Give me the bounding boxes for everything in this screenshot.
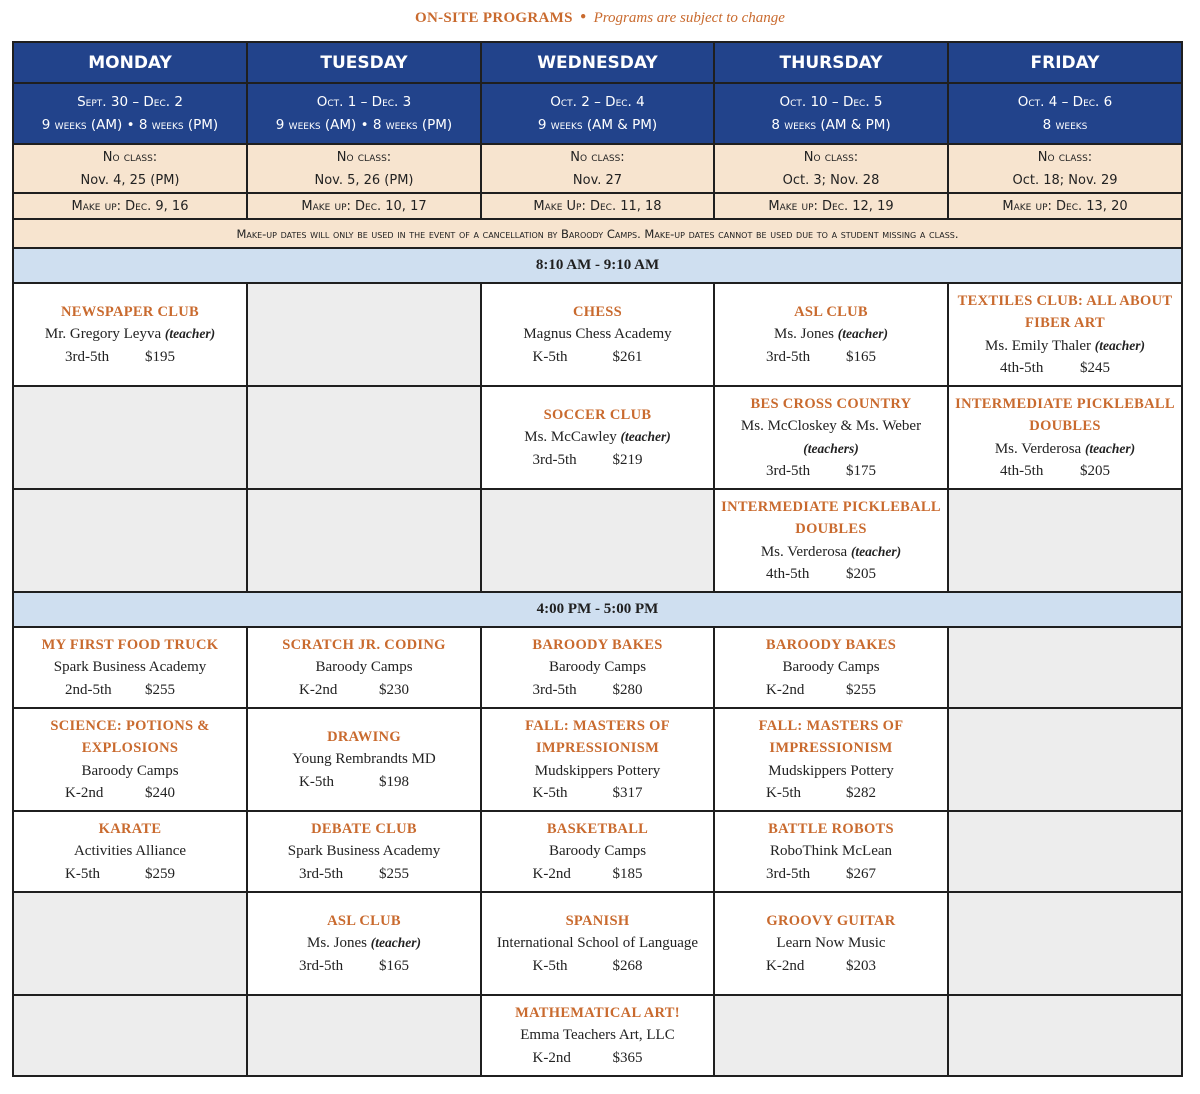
class-grade: K-2nd (532, 1049, 571, 1066)
class-row (13, 489, 1182, 592)
class-provider-line (715, 840, 947, 863)
class-grade: 4th-5th (1000, 360, 1044, 376)
class-price: $365 (612, 1049, 643, 1066)
class-price: $255 (379, 865, 409, 882)
class-name: BAROODY BAKES (765, 636, 897, 653)
date-range-row (13, 83, 1182, 144)
class-name: DEBATE CLUB (311, 820, 417, 837)
date-range: Sept. 30 – Dec. 2 (77, 93, 183, 110)
date-range-cell (13, 83, 247, 144)
class-grade: 3rd-5th (766, 348, 811, 365)
class-meta (482, 679, 713, 702)
empty-slot (247, 283, 481, 386)
day-name: FRIDAY (1030, 52, 1100, 73)
date-range: Oct. 10 – Dec. 5 (779, 93, 883, 110)
class-price: $317 (612, 785, 643, 801)
class-provider: Ms. Verderosa (760, 543, 848, 560)
class-grade: 3rd-5th (299, 865, 344, 882)
class-provider-line (14, 760, 246, 783)
empty-slot (714, 995, 948, 1076)
class-name: BES CROSS COUNTRY (750, 395, 912, 412)
page-banner (0, 6, 1200, 29)
class-grade: K-2nd (766, 681, 805, 698)
class-price: $195 (145, 348, 175, 365)
no-class-dates: Oct. 3; Nov. 28 (782, 172, 880, 188)
no-class-cell (13, 144, 247, 193)
class-meta (715, 563, 947, 586)
class-card[interactable] (481, 708, 714, 811)
class-card[interactable] (247, 892, 481, 995)
class-card[interactable] (13, 708, 247, 811)
class-provider-line (949, 438, 1181, 461)
class-provider-line (715, 760, 947, 783)
class-price: $261 (612, 348, 643, 365)
class-meta (482, 449, 713, 472)
class-meta (14, 863, 246, 886)
time-slot-label: 8:10 AM - 9:10 AM (535, 257, 660, 273)
empty-slot (247, 489, 481, 592)
class-name: INTERMEDIATE PICKLEBALL DOUBLES (721, 498, 941, 537)
no-class-label: No class: (803, 149, 859, 165)
class-provider-line (715, 323, 947, 346)
class-meta (715, 460, 947, 483)
class-grade: K-5th (532, 785, 568, 801)
class-name: SCIENCE: POTIONS & EXPLOSIONS (50, 717, 210, 756)
day-header (948, 42, 1182, 83)
no-class-cell (948, 144, 1182, 193)
makeup-cell (481, 193, 714, 219)
empty-slot (247, 386, 481, 489)
class-price: $255 (145, 681, 175, 698)
time-slot-bar (13, 248, 1182, 283)
class-name: BASKETBALL (546, 820, 649, 837)
week-count: 9 weeks (AM) • 8 weeks (PM) (275, 116, 453, 133)
makeup-cell (714, 193, 948, 219)
class-meta (14, 679, 246, 702)
class-meta (715, 782, 947, 805)
empty-slot (948, 995, 1182, 1076)
date-range: Oct. 1 – Dec. 3 (316, 93, 412, 110)
class-row (13, 283, 1182, 386)
policy-row (13, 219, 1182, 248)
class-row (13, 995, 1182, 1076)
no-class-label: No class: (102, 149, 158, 165)
date-range-cell (247, 83, 481, 144)
class-card[interactable] (481, 283, 714, 386)
no-class-cell (714, 144, 948, 193)
class-price: $219 (612, 451, 643, 468)
class-name: DRAWING (327, 728, 401, 745)
class-card[interactable] (13, 283, 247, 386)
class-name: SCRATCH JR. CODING (282, 636, 446, 653)
empty-slot (948, 708, 1182, 811)
class-row (13, 892, 1182, 995)
class-provider-tag: (teacher) (1094, 337, 1145, 353)
policy-note (13, 219, 1182, 248)
day-header (247, 42, 481, 83)
class-name: NEWSPAPER CLUB (60, 303, 200, 320)
week-count: 9 weeks (AM) • 8 weeks (PM) (41, 116, 219, 133)
class-provider: Mudskippers Pottery (768, 762, 894, 779)
class-name: CHESS (572, 303, 623, 320)
class-provider-line (14, 656, 246, 679)
makeup-dates: Make up: Dec. 9, 16 (71, 198, 189, 214)
class-name: BAROODY BAKES (532, 636, 663, 653)
no-class-cell (481, 144, 714, 193)
class-card[interactable] (714, 283, 948, 386)
day-header (481, 42, 714, 83)
makeup-row (13, 193, 1182, 219)
class-grade: K-5th (766, 785, 801, 801)
class-grade: 4th-5th (766, 566, 810, 582)
class-provider: International School of Language (496, 935, 699, 952)
class-provider-line (14, 323, 246, 346)
class-provider-line (715, 415, 947, 460)
class-card[interactable] (481, 627, 714, 708)
class-price: $282 (846, 785, 876, 801)
class-provider: Learn Now Music (776, 935, 886, 952)
week-count: 9 weeks (AM & PM) (537, 116, 658, 133)
class-price: $267 (846, 865, 876, 882)
class-price: $255 (846, 681, 876, 698)
no-class-dates: Oct. 18; Nov. 29 (1012, 172, 1118, 188)
makeup-cell (13, 193, 247, 219)
week-count: 8 weeks (AM & PM) (771, 116, 891, 133)
policy-text: Make-up dates will only be used in the event of a cancellation by Baroody Camps. Make-up dates cannot be used due to a student missing a class. (236, 226, 959, 241)
class-provider-line (715, 656, 947, 679)
class-name: GROOVY GUITAR (766, 912, 896, 929)
class-grade: K-2nd (532, 865, 571, 882)
class-provider: Ms. Jones (774, 326, 835, 343)
class-provider-line (482, 323, 713, 346)
class-meta (715, 346, 947, 369)
no-class-dates: Nov. 27 (572, 172, 623, 188)
class-name: MY FIRST FOOD TRUCK (41, 636, 219, 653)
schedule-table (12, 41, 1183, 1077)
class-grade: 2nd-5th (65, 681, 112, 698)
class-grade: K-2nd (766, 957, 805, 974)
class-price: $165 (846, 348, 876, 365)
time-slot-label-cell (13, 592, 1182, 627)
class-provider-tag: (teacher) (370, 935, 421, 951)
class-price: $240 (145, 785, 175, 801)
class-provider-line (482, 1024, 713, 1047)
class-price: $259 (145, 865, 175, 882)
day-name: TUESDAY (320, 52, 408, 73)
class-provider-line (482, 840, 713, 863)
empty-slot (13, 489, 247, 592)
class-provider-tag: (teacher) (1084, 440, 1136, 456)
date-range: Oct. 4 – Dec. 6 (1017, 93, 1113, 110)
class-price: $205 (1080, 463, 1110, 479)
class-grade: K-5th (532, 957, 568, 974)
class-meta (482, 863, 713, 886)
no-class-dates: Nov. 5, 26 (PM) (314, 172, 414, 188)
day-name: MONDAY (88, 52, 172, 73)
class-provider-tag: (teacher) (850, 543, 902, 559)
date-range-cell (481, 83, 714, 144)
class-row (13, 811, 1182, 892)
class-grade: 3rd-5th (766, 463, 811, 479)
class-provider: Mudskippers Pottery (534, 762, 661, 779)
class-provider: Baroody Camps (315, 659, 413, 676)
class-meta (482, 782, 713, 805)
class-card[interactable] (247, 811, 481, 892)
class-name: KARATE (98, 820, 162, 837)
date-range: Oct. 2 – Dec. 4 (550, 93, 645, 110)
empty-slot (247, 995, 481, 1076)
class-grade: 3rd-5th (299, 957, 344, 974)
class-row (13, 708, 1182, 811)
class-meta (715, 955, 947, 978)
empty-slot (948, 627, 1182, 708)
class-provider-tag: (teacher) (837, 326, 888, 342)
class-name: TEXTILES CLUB: ALL ABOUT FIBER ART (957, 292, 1173, 331)
class-provider-line (482, 932, 713, 955)
empty-slot (13, 995, 247, 1076)
class-provider: Emma Teachers Art, LLC (520, 1027, 675, 1044)
makeup-dates: Make up: Dec. 10, 17 (301, 198, 427, 214)
empty-slot (13, 386, 247, 489)
class-provider-line (248, 748, 480, 771)
class-card[interactable] (714, 627, 948, 708)
class-grade: 3rd-5th (532, 451, 577, 468)
class-price: $203 (846, 957, 876, 974)
class-card[interactable] (948, 386, 1182, 489)
class-provider: Ms. McCawley (524, 429, 617, 446)
day-name: THURSDAY (779, 52, 883, 73)
class-provider: Baroody Camps (548, 659, 647, 676)
week-count: 8 weeks (1042, 116, 1088, 133)
class-provider-line (14, 840, 246, 863)
makeup-dates: Make up: Dec. 12, 19 (768, 198, 894, 214)
no-class-label: No class: (336, 149, 392, 165)
no-class-dates: Nov. 4, 25 (PM) (80, 172, 180, 188)
class-meta (14, 346, 246, 369)
class-provider-tag: (teachers) (803, 440, 859, 456)
class-provider: Young Rembrandts MD (292, 751, 436, 768)
class-price: $205 (846, 566, 876, 582)
date-range-cell (714, 83, 948, 144)
class-provider: RoboThink McLean (769, 843, 893, 860)
class-price: $198 (379, 773, 409, 790)
class-provider-tag: (teacher) (620, 429, 671, 445)
class-name: SOCCER CLUB (543, 406, 652, 423)
date-range-cell (948, 83, 1182, 144)
class-provider: Magnus Chess Academy (523, 326, 672, 343)
no-class-cell (247, 144, 481, 193)
class-grade: K-5th (65, 865, 100, 882)
class-meta (715, 679, 947, 702)
class-name: ASL CLUB (327, 912, 401, 929)
class-name: FALL: MASTERS OF IMPRESSIONISM (758, 717, 904, 756)
day-header (13, 42, 247, 83)
class-card[interactable] (13, 627, 247, 708)
class-meta (482, 1047, 713, 1070)
class-grade: 3rd-5th (766, 865, 811, 882)
banner-note: Programs are subject to change (593, 10, 785, 26)
class-meta (248, 863, 480, 886)
no-class-label: No class: (1037, 149, 1093, 165)
empty-slot (13, 892, 247, 995)
class-card[interactable] (481, 892, 714, 995)
class-provider-line (248, 656, 480, 679)
class-provider: Spark Business Academy (287, 843, 441, 860)
class-provider: Mr. Gregory Leyva (44, 326, 162, 343)
class-card[interactable] (714, 708, 948, 811)
class-price: $175 (846, 463, 876, 479)
class-grade: 3rd-5th (532, 681, 577, 698)
class-price: $280 (612, 681, 643, 698)
makeup-cell (247, 193, 481, 219)
class-price: $185 (612, 865, 643, 882)
class-name: MATHEMATICAL ART! (515, 1004, 680, 1021)
class-provider: Baroody Camps (81, 762, 179, 779)
class-card[interactable] (247, 708, 481, 811)
class-provider-line (482, 656, 713, 679)
class-provider: Spark Business Academy (53, 659, 207, 676)
class-card[interactable] (247, 627, 481, 708)
class-card[interactable] (714, 489, 948, 592)
class-name: FALL: MASTERS OF IMPRESSIONISM (525, 717, 670, 756)
no-class-label: No class: (570, 149, 625, 165)
class-meta (949, 460, 1181, 483)
class-grade: K-2nd (65, 785, 104, 801)
class-name: SPANISH (565, 912, 630, 929)
class-provider-line (248, 840, 480, 863)
class-name: INTERMEDIATE PICKLEBALL DOUBLES (955, 395, 1175, 434)
class-card[interactable] (481, 811, 714, 892)
class-card[interactable] (714, 892, 948, 995)
class-name: ASL CLUB (794, 303, 868, 320)
class-meta (482, 346, 713, 369)
class-meta (248, 955, 480, 978)
class-provider: Ms. Verderosa (994, 440, 1082, 457)
day-name: WEDNESDAY (537, 52, 658, 73)
class-provider-line (715, 932, 947, 955)
class-price: $165 (379, 957, 409, 974)
class-provider-line (715, 541, 947, 564)
class-card[interactable] (714, 811, 948, 892)
class-meta (949, 357, 1181, 380)
class-meta (248, 771, 480, 794)
day-header (714, 42, 948, 83)
time-slot-bar (13, 592, 1182, 627)
class-card[interactable] (481, 386, 714, 489)
class-grade: 4th-5th (1000, 463, 1044, 479)
class-grade: 3rd-5th (65, 348, 110, 365)
makeup-dates: Make Up: Dec. 11, 18 (533, 198, 662, 214)
class-price: $268 (612, 957, 643, 974)
class-grade: K-5th (299, 773, 334, 790)
banner-title: ON-SITE PROGRAMS (415, 10, 573, 26)
class-provider-line (482, 426, 713, 449)
class-provider: Ms. Jones (307, 935, 368, 952)
class-provider-line (949, 335, 1181, 358)
class-price: $230 (379, 681, 409, 698)
class-card[interactable] (714, 386, 948, 489)
class-meta (482, 955, 713, 978)
empty-slot (481, 489, 714, 592)
no-class-row (13, 144, 1182, 193)
empty-slot (948, 892, 1182, 995)
class-provider: Ms. McCloskey & Ms. Weber (740, 418, 922, 434)
empty-slot (948, 489, 1182, 592)
class-provider-line (248, 932, 480, 955)
class-provider: Baroody Camps (782, 659, 880, 676)
banner-separator: • (578, 8, 588, 26)
time-slot-label: 4:00 PM - 5:00 PM (536, 601, 659, 617)
day-header-row (13, 42, 1182, 83)
class-name: BATTLE ROBOTS (768, 820, 894, 837)
class-provider: Baroody Camps (548, 843, 647, 860)
class-provider-tag: (teacher) (164, 326, 216, 342)
empty-slot (948, 811, 1182, 892)
class-price: $245 (1080, 360, 1110, 376)
class-meta (14, 782, 246, 805)
class-card[interactable] (948, 283, 1182, 386)
class-row (13, 627, 1182, 708)
class-meta (715, 863, 947, 886)
class-provider: Ms. Emily Thaler (985, 337, 1091, 354)
class-grade: K-2nd (299, 681, 338, 698)
makeup-cell (948, 193, 1182, 219)
class-card[interactable] (481, 995, 714, 1076)
class-provider-line (482, 760, 713, 783)
class-card[interactable] (13, 811, 247, 892)
class-meta (248, 679, 480, 702)
class-grade: K-5th (532, 348, 568, 365)
class-row (13, 386, 1182, 489)
class-provider: Activities Alliance (73, 843, 187, 860)
makeup-dates: Make up: Dec. 13, 20 (1002, 198, 1128, 214)
time-slot-label-cell (13, 248, 1182, 283)
